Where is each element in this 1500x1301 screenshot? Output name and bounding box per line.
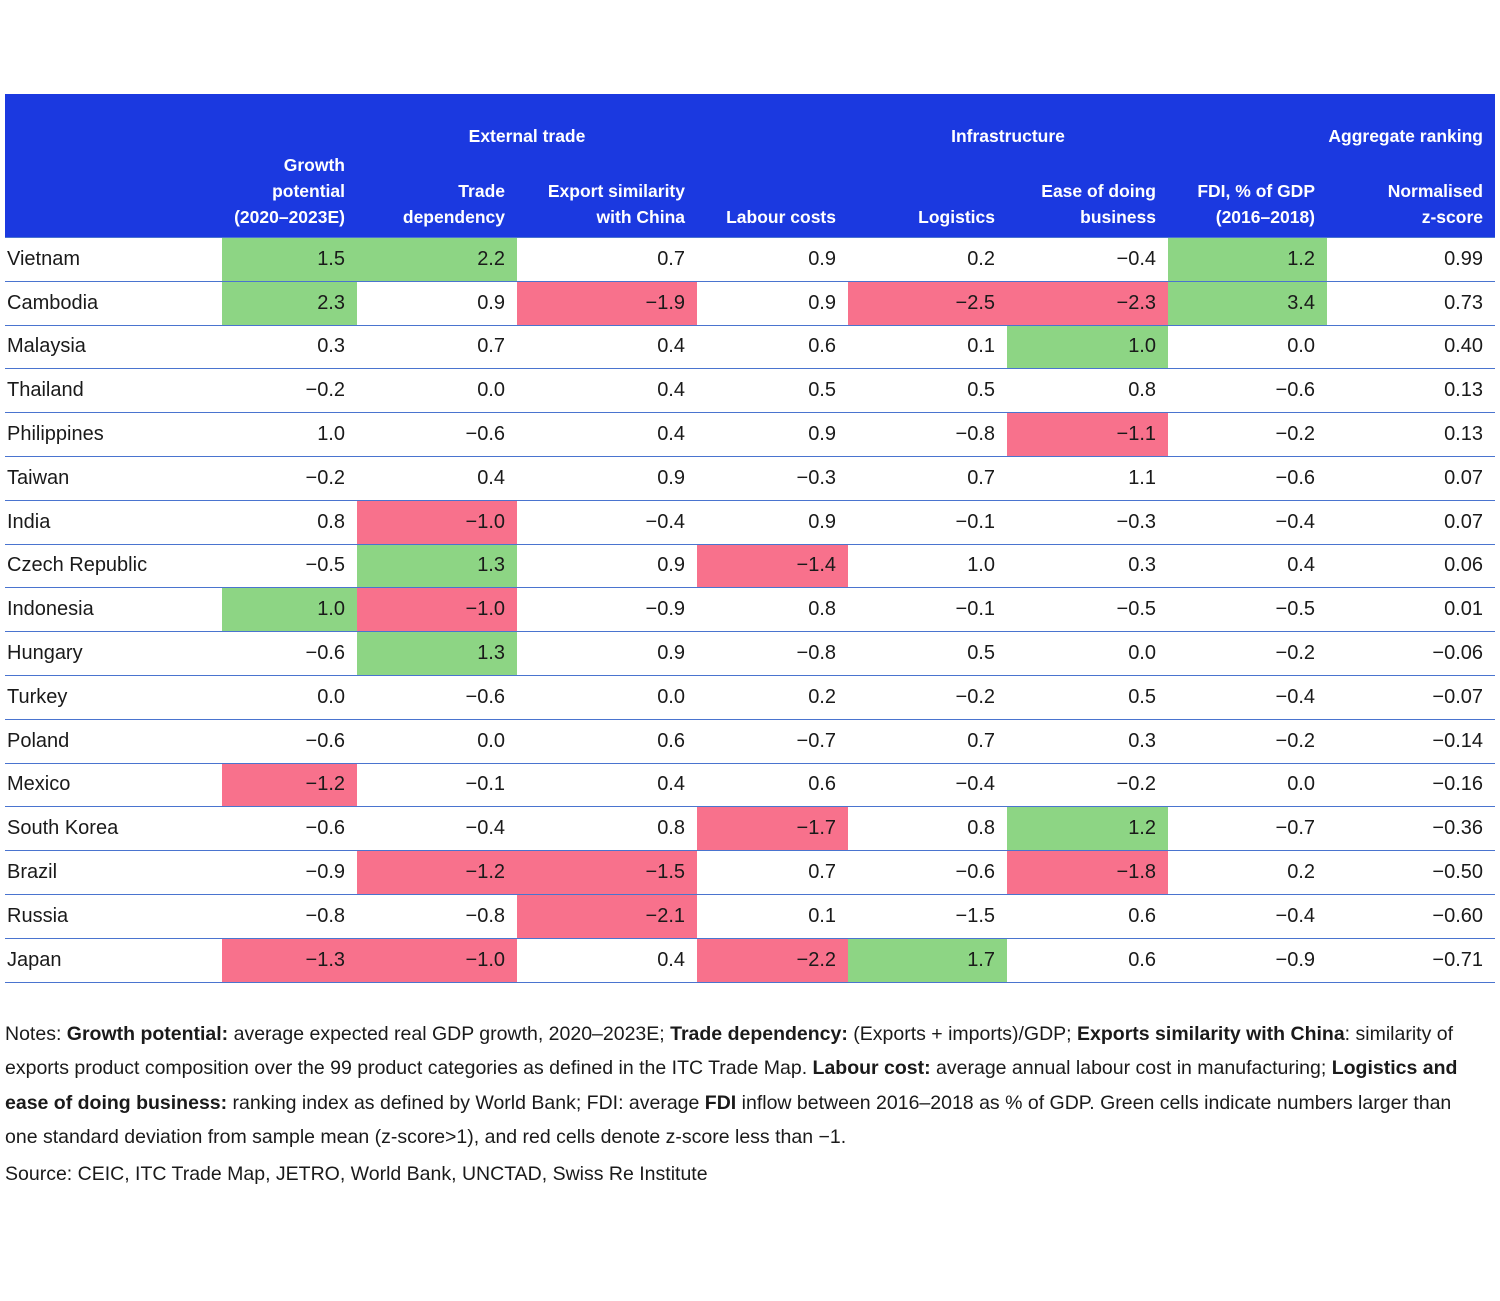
country-label: Hungary	[5, 632, 222, 676]
country-label: Mexico	[5, 763, 222, 807]
table-row	[5, 456, 1495, 500]
header-spacer	[697, 94, 848, 152]
value-cell-labour-costs: −2.2	[697, 938, 848, 982]
country-label: Taiwan	[5, 456, 222, 500]
country-label: Brazil	[5, 851, 222, 895]
value-cell-logistics: 0.5	[848, 632, 1007, 676]
table-row	[5, 413, 1495, 457]
value-cell-ease-of-doing-business: −0.3	[1007, 500, 1168, 544]
value-cell-logistics: −0.1	[848, 500, 1007, 544]
country-label: Japan	[5, 938, 222, 982]
value-cell-ease-of-doing-business: 0.8	[1007, 369, 1168, 413]
value-cell-growth-potential: −0.8	[222, 894, 357, 938]
value-cell-export-similarity: −2.1	[517, 894, 697, 938]
value-cell-labour-costs: −0.7	[697, 719, 848, 763]
value-cell-ease-of-doing-business: −1.1	[1007, 413, 1168, 457]
value-cell-z-score: 0.13	[1327, 369, 1495, 413]
value-cell-fdi-gdp: 0.0	[1168, 325, 1327, 369]
value-cell-logistics: −2.5	[848, 281, 1007, 325]
value-cell-logistics: −0.6	[848, 851, 1007, 895]
table-row	[5, 544, 1495, 588]
value-cell-export-similarity: 0.9	[517, 456, 697, 500]
value-cell-z-score: 0.40	[1327, 325, 1495, 369]
value-cell-labour-costs: 0.8	[697, 588, 848, 632]
notes-run: average expected real GDP growth, 2020–2023E;	[228, 1022, 671, 1045]
value-cell-labour-costs: −1.7	[697, 807, 848, 851]
notes-run: average annual labour cost in manufacturing;	[930, 1057, 1332, 1080]
value-cell-logistics: −0.1	[848, 588, 1007, 632]
value-cell-trade-dependency: −0.8	[357, 894, 517, 938]
table-row	[5, 369, 1495, 413]
value-cell-z-score: 0.99	[1327, 238, 1495, 282]
value-cell-growth-potential: −1.3	[222, 938, 357, 982]
value-cell-export-similarity: 0.9	[517, 632, 697, 676]
value-cell-trade-dependency: −1.0	[357, 938, 517, 982]
table-row	[5, 500, 1495, 544]
value-cell-labour-costs: −0.8	[697, 632, 848, 676]
value-cell-logistics: −0.4	[848, 763, 1007, 807]
value-cell-z-score: 0.73	[1327, 281, 1495, 325]
value-cell-trade-dependency: −1.2	[357, 851, 517, 895]
value-cell-z-score: 0.07	[1327, 500, 1495, 544]
value-cell-logistics: 0.5	[848, 369, 1007, 413]
value-cell-export-similarity: 0.6	[517, 719, 697, 763]
value-cell-labour-costs: −1.4	[697, 544, 848, 588]
value-cell-export-similarity: 0.9	[517, 544, 697, 588]
table-body	[5, 238, 1495, 983]
header-spacer	[1168, 94, 1327, 152]
value-cell-growth-potential: −1.2	[222, 763, 357, 807]
value-cell-trade-dependency: 0.7	[357, 325, 517, 369]
value-cell-export-similarity: 0.8	[517, 807, 697, 851]
notes-run: Trade dependency:	[670, 1022, 848, 1045]
value-cell-trade-dependency: 1.3	[357, 632, 517, 676]
value-cell-labour-costs: 0.6	[697, 325, 848, 369]
value-cell-growth-potential: 1.5	[222, 238, 357, 282]
value-cell-fdi-gdp: 0.4	[1168, 544, 1327, 588]
value-cell-logistics: 0.7	[848, 719, 1007, 763]
header-label-row	[5, 152, 1495, 238]
value-cell-trade-dependency: −0.1	[357, 763, 517, 807]
notes-run: Labour cost:	[812, 1057, 931, 1080]
value-cell-labour-costs: 0.9	[697, 500, 848, 544]
table-row	[5, 807, 1495, 851]
value-cell-logistics: −1.5	[848, 894, 1007, 938]
value-cell-fdi-gdp: −0.2	[1168, 632, 1327, 676]
table-row	[5, 588, 1495, 632]
value-cell-z-score: 0.13	[1327, 413, 1495, 457]
value-cell-labour-costs: 0.9	[697, 238, 848, 282]
group-infrastructure: Infrastructure	[848, 94, 1168, 152]
value-cell-fdi-gdp: −0.2	[1168, 719, 1327, 763]
value-cell-trade-dependency: −1.0	[357, 500, 517, 544]
value-cell-ease-of-doing-business: −0.4	[1007, 238, 1168, 282]
value-cell-export-similarity: 0.4	[517, 369, 697, 413]
notes-run: Notes:	[5, 1022, 67, 1045]
table-row	[5, 675, 1495, 719]
country-label: Russia	[5, 894, 222, 938]
notes-run: (Exports + imports)/GDP;	[847, 1022, 1078, 1045]
country-label: Czech Republic	[5, 544, 222, 588]
value-cell-trade-dependency: 0.0	[357, 719, 517, 763]
value-cell-growth-potential: 0.0	[222, 675, 357, 719]
value-cell-z-score: −0.06	[1327, 632, 1495, 676]
col-header-logistics: Logistics	[848, 152, 1007, 238]
value-cell-z-score: −0.60	[1327, 894, 1495, 938]
notes-run: Logistics and ease of doing business:	[5, 1057, 1458, 1114]
value-cell-ease-of-doing-business: 0.3	[1007, 544, 1168, 588]
col-header-trade-dependency: Trade dependency	[357, 152, 517, 238]
table-row	[5, 632, 1495, 676]
notes-run: : similarity of exports product composition over the 99 product categories as defined in the ITC Trade Map.	[5, 1022, 1454, 1080]
value-cell-ease-of-doing-business: −0.2	[1007, 763, 1168, 807]
value-cell-fdi-gdp: −0.2	[1168, 413, 1327, 457]
col-header-fdi-gdp: FDI, % of GDP (2016–2018)	[1168, 152, 1327, 238]
value-cell-z-score: −0.07	[1327, 675, 1495, 719]
country-label: Vietnam	[5, 238, 222, 282]
table-row	[5, 894, 1495, 938]
value-cell-labour-costs: 0.2	[697, 675, 848, 719]
value-cell-logistics: 1.0	[848, 544, 1007, 588]
value-cell-fdi-gdp: −0.4	[1168, 894, 1327, 938]
value-cell-fdi-gdp: −0.5	[1168, 588, 1327, 632]
value-cell-ease-of-doing-business: 0.6	[1007, 938, 1168, 982]
value-cell-export-similarity: 0.4	[517, 938, 697, 982]
value-cell-trade-dependency: 1.3	[357, 544, 517, 588]
value-cell-fdi-gdp: −0.7	[1168, 807, 1327, 851]
value-cell-labour-costs: 0.6	[697, 763, 848, 807]
table-wrap	[5, 94, 1495, 983]
col-header-export-similarity: Export similarity with China	[517, 152, 697, 238]
value-cell-z-score: 0.06	[1327, 544, 1495, 588]
country-label: Poland	[5, 719, 222, 763]
value-cell-fdi-gdp: −0.9	[1168, 938, 1327, 982]
col-header-growth-potential: Growth potential (2020–2023E)	[222, 152, 357, 238]
value-cell-export-similarity: −0.4	[517, 500, 697, 544]
country-label: Turkey	[5, 675, 222, 719]
value-cell-trade-dependency: −0.6	[357, 675, 517, 719]
value-cell-export-similarity: 0.4	[517, 413, 697, 457]
value-cell-fdi-gdp: 0.0	[1168, 763, 1327, 807]
value-cell-trade-dependency: 0.4	[357, 456, 517, 500]
value-cell-trade-dependency: −0.6	[357, 413, 517, 457]
country-label: South Korea	[5, 807, 222, 851]
value-cell-labour-costs: 0.9	[697, 281, 848, 325]
value-cell-ease-of-doing-business: 0.5	[1007, 675, 1168, 719]
value-cell-logistics: −0.2	[848, 675, 1007, 719]
value-cell-z-score: −0.71	[1327, 938, 1495, 982]
source-text: Source: CEIC, ITC Trade Map, JETRO, World Bank, UNCTAD, Swiss Re Institute	[5, 1162, 708, 1185]
notes-run: inflow between 2016–2018 as % of GDP. Green cells indicate numbers larger than one standard deviation from sample mean (z-score>1), and red cells denote z-score less than −1.	[5, 1091, 1452, 1149]
value-cell-labour-costs: 0.7	[697, 851, 848, 895]
value-cell-export-similarity: −0.9	[517, 588, 697, 632]
value-cell-z-score: −0.36	[1327, 807, 1495, 851]
value-cell-export-similarity: 0.4	[517, 763, 697, 807]
page	[0, 94, 1500, 1301]
country-label: Malaysia	[5, 325, 222, 369]
value-cell-export-similarity: −1.5	[517, 851, 697, 895]
value-cell-ease-of-doing-business: 0.6	[1007, 894, 1168, 938]
value-cell-export-similarity: 0.4	[517, 325, 697, 369]
notes-run: Growth potential:	[66, 1022, 229, 1045]
value-cell-z-score: −0.14	[1327, 719, 1495, 763]
table-header	[5, 94, 1495, 238]
value-cell-logistics: 1.7	[848, 938, 1007, 982]
country-label: Cambodia	[5, 281, 222, 325]
value-cell-fdi-gdp: −0.4	[1168, 500, 1327, 544]
value-cell-fdi-gdp: 0.2	[1168, 851, 1327, 895]
value-cell-growth-potential: −0.5	[222, 544, 357, 588]
value-cell-growth-potential: −0.2	[222, 369, 357, 413]
notes-run: Exports similarity with China	[1077, 1022, 1345, 1045]
header-spacer	[5, 94, 357, 152]
value-cell-fdi-gdp: −0.4	[1168, 675, 1327, 719]
col-header-labour-costs: Labour costs	[697, 152, 848, 238]
country-ranking-table	[5, 94, 1495, 983]
value-cell-logistics: 0.8	[848, 807, 1007, 851]
value-cell-growth-potential: −0.2	[222, 456, 357, 500]
table-row	[5, 325, 1495, 369]
value-cell-logistics: 0.7	[848, 456, 1007, 500]
value-cell-growth-potential: −0.6	[222, 719, 357, 763]
value-cell-z-score: 0.07	[1327, 456, 1495, 500]
value-cell-logistics: 0.1	[848, 325, 1007, 369]
value-cell-export-similarity: 0.7	[517, 238, 697, 282]
table-row	[5, 238, 1495, 282]
header-group-row	[5, 94, 1495, 152]
value-cell-labour-costs: 0.1	[697, 894, 848, 938]
country-label: Indonesia	[5, 588, 222, 632]
col-header-country	[5, 152, 222, 238]
value-cell-fdi-gdp: 1.2	[1168, 238, 1327, 282]
value-cell-export-similarity: −1.9	[517, 281, 697, 325]
value-cell-export-similarity: 0.0	[517, 675, 697, 719]
value-cell-fdi-gdp: −0.6	[1168, 369, 1327, 413]
value-cell-z-score: 0.01	[1327, 588, 1495, 632]
value-cell-growth-potential: 1.0	[222, 413, 357, 457]
value-cell-ease-of-doing-business: −2.3	[1007, 281, 1168, 325]
value-cell-ease-of-doing-business: −1.8	[1007, 851, 1168, 895]
value-cell-trade-dependency: 2.2	[357, 238, 517, 282]
group-external-trade: External trade	[357, 94, 697, 152]
value-cell-growth-potential: −0.6	[222, 632, 357, 676]
notes-text	[5, 1017, 1483, 1155]
country-label: India	[5, 500, 222, 544]
value-cell-growth-potential: 2.3	[222, 281, 357, 325]
value-cell-ease-of-doing-business: 1.1	[1007, 456, 1168, 500]
value-cell-labour-costs: 0.9	[697, 413, 848, 457]
col-header-z-score: Normalised z-score	[1327, 152, 1495, 238]
value-cell-trade-dependency: −0.4	[357, 807, 517, 851]
col-header-ease-of-doing-business: Ease of doing business	[1007, 152, 1168, 238]
value-cell-ease-of-doing-business: 1.0	[1007, 325, 1168, 369]
value-cell-labour-costs: −0.3	[697, 456, 848, 500]
table-row	[5, 938, 1495, 982]
group-aggregate-ranking: Aggregate ranking	[1327, 94, 1495, 152]
value-cell-growth-potential: −0.9	[222, 851, 357, 895]
value-cell-trade-dependency: 0.9	[357, 281, 517, 325]
country-label: Thailand	[5, 369, 222, 413]
value-cell-fdi-gdp: 3.4	[1168, 281, 1327, 325]
table-row	[5, 851, 1495, 895]
country-label: Philippines	[5, 413, 222, 457]
value-cell-ease-of-doing-business: 1.2	[1007, 807, 1168, 851]
value-cell-growth-potential: 1.0	[222, 588, 357, 632]
value-cell-z-score: −0.50	[1327, 851, 1495, 895]
value-cell-trade-dependency: 0.0	[357, 369, 517, 413]
value-cell-ease-of-doing-business: 0.3	[1007, 719, 1168, 763]
value-cell-ease-of-doing-business: 0.0	[1007, 632, 1168, 676]
table-row	[5, 719, 1495, 763]
value-cell-logistics: −0.8	[848, 413, 1007, 457]
value-cell-growth-potential: 0.3	[222, 325, 357, 369]
value-cell-logistics: 0.2	[848, 238, 1007, 282]
value-cell-z-score: −0.16	[1327, 763, 1495, 807]
notes-run: ranking index as defined by World Bank; FDI: average	[227, 1091, 705, 1114]
value-cell-ease-of-doing-business: −0.5	[1007, 588, 1168, 632]
value-cell-growth-potential: −0.6	[222, 807, 357, 851]
value-cell-fdi-gdp: −0.6	[1168, 456, 1327, 500]
value-cell-growth-potential: 0.8	[222, 500, 357, 544]
notes-run: FDI	[704, 1091, 737, 1114]
table-row	[5, 763, 1495, 807]
value-cell-labour-costs: 0.5	[697, 369, 848, 413]
value-cell-trade-dependency: −1.0	[357, 588, 517, 632]
table-row	[5, 281, 1495, 325]
